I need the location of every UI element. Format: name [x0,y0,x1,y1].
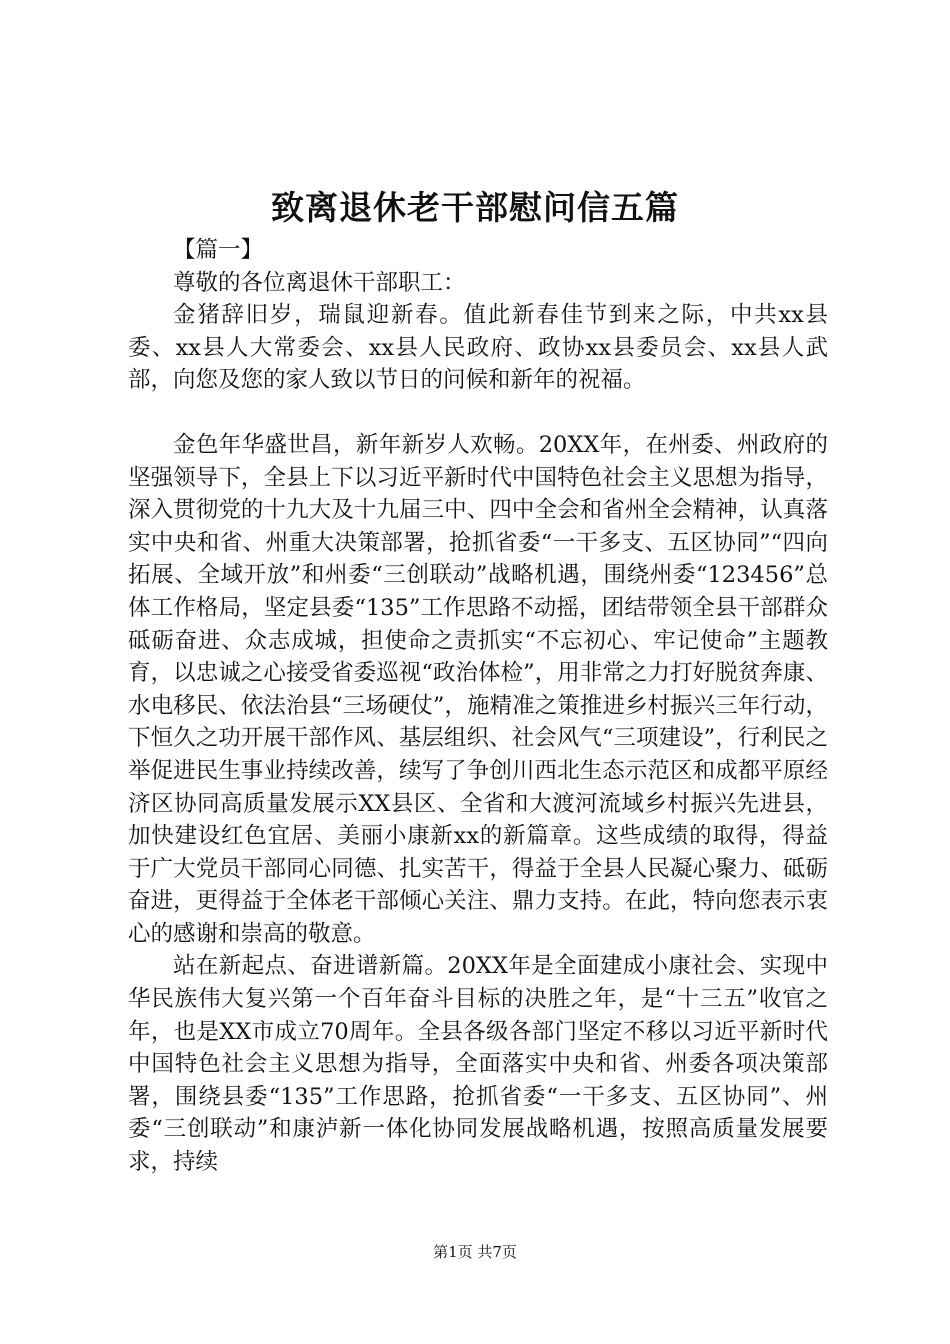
paragraph-spacer [128,397,828,429]
document-title: 致离退休老干部慰问信五篇 [271,188,679,227]
paragraph-2: 金色年华盛世昌，新年新岁人欢畅。20XX年，在州委、州政府的坚强领导下，全县上下以习近平新时代中国特色社会主义思想为指导，深入贯彻党的十九大及十九届三中、四中全会和省州全会精神，认真落实中央和省、州重大决策部署，抢抓省委“一干多支、五区协同”“四向拓展、全域开放”和州委“三创联动”战略机遇，围绕州委“123456”总体工作格局，坚定县委“135”工作思路不动摇，团结带领全县干部群众砥砺奋进、众志成城，担使命之责抓实“不忘初心、牢记使命”主题教育，以忠诚之心接受省委巡视“政治体检”，用非常之力打好脱贫奔康、水电移民、依法治县“三场硬仗”，施精准之策推进乡村振兴三年行动，下恒久之功开展干部作风、基层组织、社会风气“三项建设”，行利民之举促进民生事业持续改善，续写了争创川西北生态示范区和成都平原经济区协同高质量发展示XX县区、全省和大渡河流域乡村振兴先进县，加快建设红色宜居、美丽小康新xx的新篇章。这些成绩的取得，得益于广大党员干部同心同德、扎实苦干，得益于全县人民凝心聚力、砥砺奋进，更得益于全体老干部倾心关注、鼎力支持。在此，特向您表示衷心的感谢和崇高的敬意。 [128,431,828,947]
page-number-footer: 第1页 共7页 [433,1243,517,1261]
paragraph-3: 站在新起点、奋进谱新篇。20XX年是全面建成小康社会、实现中华民族伟大复兴第一个百年奋斗目标的决胜之年，是“十三五”收官之年，也是XX市成立70周年。全县各级各部门坚定不移以习近平新时代中国特色社会主义思想为指导，全面落实中央和省、州委各项决策部署，围绕县委“135”工作思路，抢抓省委“一干多支、五区协同”、州委“三创联动”和康泸新一体化协同发展战略机遇，按照高质量发展要求，持续 [128,953,828,1176]
paragraph-1: 金猪辞旧岁，瑞鼠迎新春。值此新春佳节到来之际，中共xx县委、xx县人大常委会、xx县人民政府、政协xx县委员会、xx县人武部，向您及您的家人致以节日的问候和新年的祝福。 [128,302,828,394]
section-label: 【篇一】 [173,237,264,263]
document-body [128,234,828,1179]
salutation: 尊敬的各位离退休干部职工： [173,269,466,296]
